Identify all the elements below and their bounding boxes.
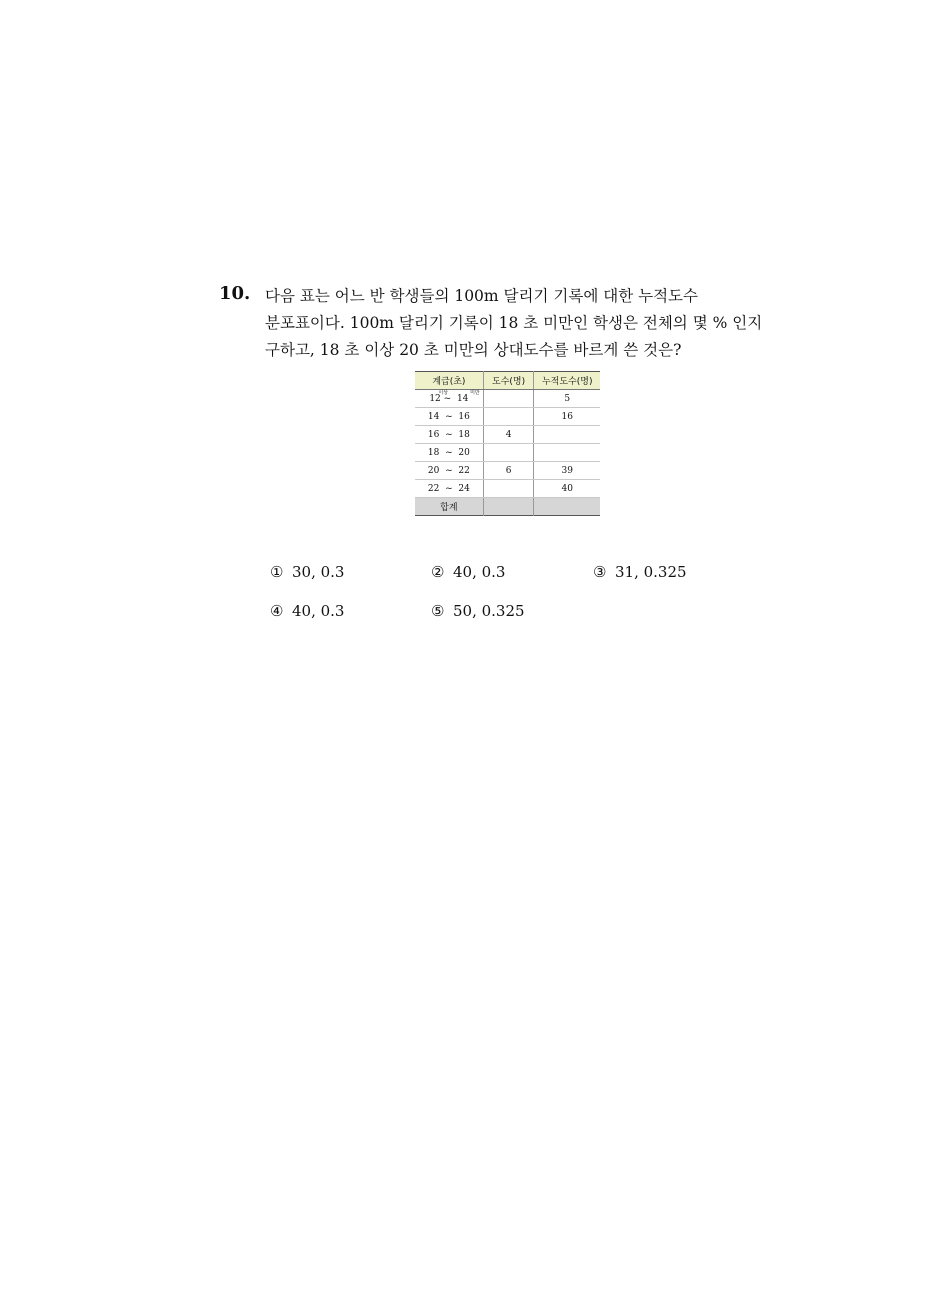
choice-1-mark: ① [270,563,284,581]
choice-1-text: 30, 0.3 [292,563,345,581]
frequency-cell [483,480,534,498]
total-label: 합계 [415,498,483,516]
table-total-row [415,498,600,516]
question-line-1: 다음 표는 어느 반 학생들의 100m 달리기 기록에 대한 누적도수 [265,287,699,305]
cumulative-cell [534,426,600,444]
choice-3-mark: ③ [593,563,607,581]
choice-5-mark: ⑤ [431,602,445,620]
header-class: 계급(초) [415,372,483,390]
class-cell: 20 ~ 22 [415,462,483,480]
cumulative-cell [534,444,600,462]
frequency-cell: 4 [483,426,534,444]
question-line-2: 분포표이다. 100m 달리기 기록이 18 초 미만인 학생은 전체의 몇 % 인지 [265,314,763,332]
cumulative-cell: 5 [534,390,600,408]
choice-5-text: 50, 0.325 [453,602,525,620]
class-upper: 14 미만 [456,389,480,404]
choice-2-text: 40, 0.3 [453,563,506,581]
class-cell: 16 ~ 18 [415,426,483,444]
table-row [415,462,600,480]
upper-mark: 미만 [470,389,480,396]
table-row [415,408,600,426]
class-cell [415,390,483,408]
class-sep: ~ [443,393,452,404]
total-cumulative-cell [534,498,600,516]
frequency-cell [483,390,534,408]
frequency-cell: 6 [483,462,534,480]
choice-3-text: 31, 0.325 [615,563,687,581]
lower-mark: 이상 [438,389,448,396]
class-lower: 12 이상 [429,389,448,404]
choice-2[interactable] [431,563,505,581]
choice-4-mark: ④ [270,602,284,620]
table-row [415,480,600,498]
question-number: 10. [219,283,251,304]
cumulative-cell: 40 [534,480,600,498]
class-cell: 22 ~ 24 [415,480,483,498]
table-row [415,444,600,462]
table-header-row [415,372,600,390]
choice-4[interactable] [270,602,344,620]
cumulative-cell: 16 [534,408,600,426]
choice-5[interactable] [431,602,525,620]
cumulative-cell: 39 [534,462,600,480]
table-row [415,390,600,408]
frequency-cell [483,408,534,426]
choice-2-mark: ② [431,563,445,581]
class-cell: 14 ~ 16 [415,408,483,426]
class-cell: 18 ~ 20 [415,444,483,462]
total-frequency-cell [483,498,534,516]
header-frequency: 도수(명) [483,372,534,390]
frequency-cell [483,444,534,462]
choice-4-text: 40, 0.3 [292,602,345,620]
header-cumulative: 누적도수(명) [534,372,600,390]
choice-1[interactable] [270,563,344,581]
table-row [415,426,600,444]
cumulative-frequency-table [415,371,600,516]
choice-3[interactable] [593,563,687,581]
question-line-3: 구하고, 18 초 이상 20 초 미만의 상대도수를 바르게 쓴 것은? [265,341,682,359]
